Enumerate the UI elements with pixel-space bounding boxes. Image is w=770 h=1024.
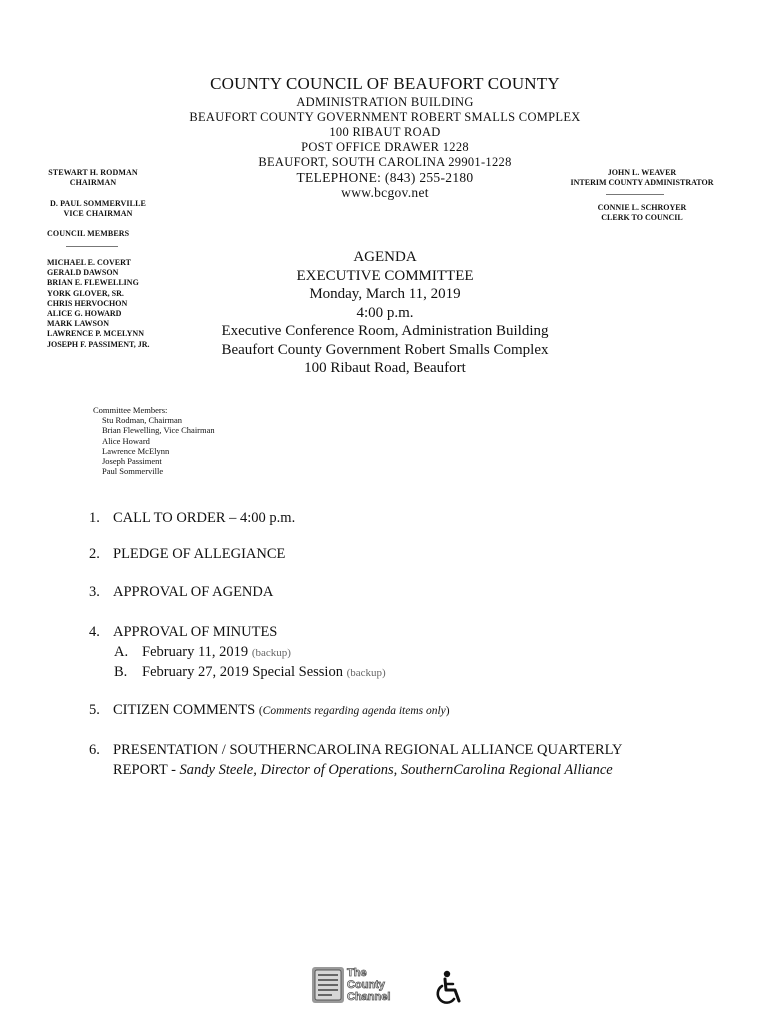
- vice-chairman-block: [47, 199, 149, 219]
- meeting-time: 4:00 p.m.: [356, 304, 414, 321]
- chairman-title: CHAIRMAN: [69, 178, 117, 187]
- header-line-address: 100 RIBAUT ROAD: [329, 125, 441, 139]
- administrator-name: JOHN L. WEAVER: [607, 168, 677, 177]
- agenda-item-approval-agenda: [89, 584, 273, 601]
- committee-member: Alice Howard: [102, 435, 150, 446]
- council-member: BRIAN E. FLEWELLING: [47, 278, 139, 288]
- item-number: 6.: [89, 742, 100, 758]
- item-number: 2.: [89, 546, 100, 562]
- citizen-comments-note: Comments regarding agenda items only: [262, 705, 446, 717]
- county-channel-logo: [311, 965, 393, 1005]
- vice-chairman-title: VICE CHAIRMAN: [63, 209, 133, 218]
- committee-members-block: [93, 405, 215, 476]
- subitem-text: February 11, 2019: [142, 644, 249, 660]
- note-paren-open: (: [258, 705, 263, 717]
- agenda-item-approval-minutes: [89, 624, 277, 641]
- agenda-item-citizen-comments: [89, 702, 450, 719]
- committee-member: Paul Sommerville: [102, 466, 164, 477]
- meeting-date: Monday, March 11, 2019: [309, 286, 461, 302]
- backup-link[interactable]: (backup): [251, 647, 291, 659]
- minutes-subitem-b: [114, 664, 386, 681]
- item-number: 3.: [89, 584, 100, 600]
- council-member: GERALD DAWSON: [47, 268, 119, 278]
- council-member: MICHAEL E. COVERT: [47, 258, 131, 267]
- chairman-name: STEWART H. RODMAN: [48, 168, 138, 177]
- meeting-complex: Beaufort County Government Robert Smalls Complex: [221, 341, 549, 358]
- item-text: APPROVAL OF AGENDA: [113, 584, 274, 600]
- agenda-label: AGENDA: [353, 249, 417, 265]
- item-number: 1.: [89, 510, 100, 526]
- header-line-city: BEAUFORT, SOUTH CAROLINA 29901-1228: [258, 155, 512, 169]
- council-member: JOSEPH F. PASSIMENT, JR.: [47, 339, 150, 349]
- clerk-block: [556, 203, 728, 223]
- item-text-continued: REPORT -: [113, 762, 180, 778]
- logo-word: Channel: [347, 991, 391, 1003]
- item-text: PRESENTATION / SOUTHERNCAROLINA REGIONAL ALLIANCE QUARTERLY: [113, 742, 623, 758]
- meeting-room: Executive Conference Room, Administration Building: [221, 323, 549, 339]
- committee-member: Joseph Passiment: [102, 456, 162, 467]
- header-line-admin-building: ADMINISTRATION BUILDING: [296, 95, 474, 109]
- header-line-website[interactable]: www.bcgov.net: [341, 185, 429, 200]
- vice-chairman-name: D. PAUL SOMMERVILLE: [50, 199, 146, 208]
- council-member: YORK GLOVER, SR.: [47, 288, 124, 298]
- council-member: MARK LAWSON: [47, 319, 110, 329]
- administrator-block: [556, 168, 728, 188]
- committee-member: Lawrence McElynn: [102, 445, 170, 456]
- committee-member: Stu Rodman, Chairman: [102, 415, 183, 426]
- item-number: 4.: [89, 624, 100, 640]
- right-divider: [606, 194, 664, 195]
- agenda-item-call-to-order: [89, 510, 295, 527]
- council-member: ALICE G. HOWARD: [47, 309, 122, 319]
- item-text: PLEDGE OF ALLEGIANCE: [113, 546, 286, 562]
- meeting-address: 100 Ribaut Road, Beaufort: [304, 360, 466, 376]
- council-title: COUNTY COUNCIL OF BEAUFORT COUNTY: [210, 74, 560, 93]
- header-line-telephone: TELEPHONE: (843) 255-2180: [296, 170, 474, 185]
- council-member: LAWRENCE P. MCELYNN: [47, 329, 144, 339]
- item-text: APPROVAL OF MINUTES: [113, 624, 278, 640]
- logo-word: County: [347, 979, 385, 991]
- committee-name: EXECUTIVE COMMITTEE: [296, 267, 474, 284]
- committee-members-heading: Committee Members:: [93, 405, 168, 415]
- council-member: CHRIS HERVOCHON: [47, 298, 128, 308]
- clerk-name: CONNIE L. SCHROYER: [597, 203, 687, 212]
- wheelchair-accessibility-icon: [433, 970, 467, 1006]
- backup-link[interactable]: (backup): [346, 667, 386, 679]
- agenda-item-pledge: [89, 546, 285, 563]
- committee-member: Brian Flewelling, Vice Chairman: [102, 425, 215, 436]
- item-text: CALL TO ORDER – 4:00 p.m.: [113, 510, 296, 526]
- administrator-title: INTERIM COUNTY ADMINISTRATOR: [570, 178, 714, 187]
- agenda-heading-block: [0, 248, 770, 378]
- subitem-text: February 27, 2019 Special Session: [142, 664, 343, 680]
- logo-text: [347, 967, 390, 1003]
- minutes-subitem-a: [114, 644, 291, 661]
- left-divider: [66, 246, 118, 247]
- logo-word: The: [347, 967, 367, 979]
- clerk-title: CLERK TO COUNCIL: [601, 213, 683, 222]
- subitem-letter: A.: [114, 644, 129, 660]
- agenda-item-presentation: [89, 742, 623, 779]
- council-members-heading: COUNCIL MEMBERS: [47, 229, 130, 238]
- note-paren-close: ): [445, 705, 450, 717]
- chairman-block: [47, 168, 139, 188]
- presenter-name: Sandy Steele, Director of Operations, SouthernCarolina Regional Alliance: [179, 762, 613, 778]
- header-line-po-box: POST OFFICE DRAWER 1228: [301, 140, 469, 154]
- item-number: 5.: [89, 702, 100, 718]
- item-text: CITIZEN COMMENTS: [113, 702, 256, 718]
- subitem-letter: B.: [114, 664, 128, 680]
- header-line-complex: BEAUFORT COUNTY GOVERNMENT ROBERT SMALLS COMPLEX: [189, 110, 581, 124]
